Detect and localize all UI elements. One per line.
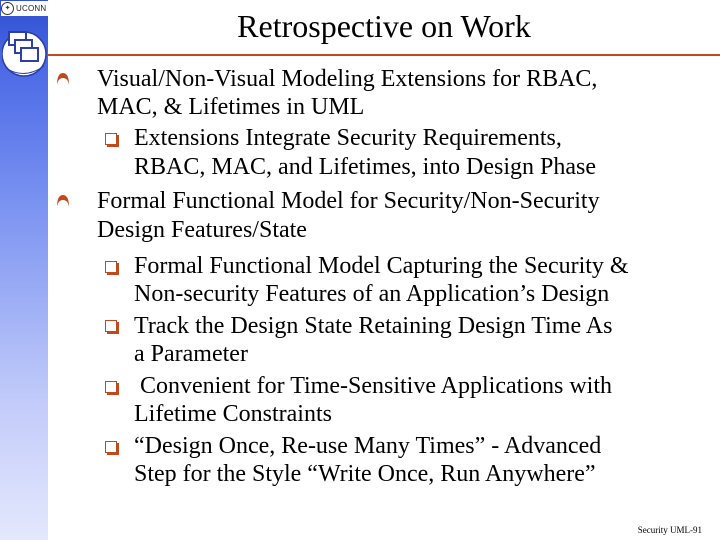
bullet-1-sub-1-line-1: Extensions Integrate Security Requirements, xyxy=(134,125,562,151)
bullet-2-sub-4-line-1: “Design Once, Re-use Many Times” - Advanced xyxy=(134,433,602,459)
bullet-2-sub-3-line-2: Lifetime Constraints xyxy=(134,401,332,427)
sidebar-gradient xyxy=(0,0,48,540)
sub-bullet-marker-icon xyxy=(105,381,117,393)
bullet-marker-icon xyxy=(56,194,70,208)
slide-footer: Security UML-91 xyxy=(637,525,702,535)
bullet-2-sub-2-line-2: a Parameter xyxy=(134,341,248,367)
bullet-1-line-1: Visual/Non-Visual Modeling Extensions for RBAC, xyxy=(97,66,598,92)
bullet-2-line-1: Formal Functional Model for Security/Non-Security xyxy=(97,188,600,214)
bullet-2-sub-1-line-2: Non-security Features of an Application’s Design xyxy=(134,281,610,307)
bullet-2-sub-4-line-2: Step for the Style “Write Once, Run Anywhere” xyxy=(134,461,596,487)
bullet-2-line-2: Design Features/State xyxy=(97,217,307,243)
logo-wordmark: UCONN xyxy=(16,4,47,13)
bullet-1-line-2: MAC, & Lifetimes in UML xyxy=(97,94,365,120)
sub-bullet-marker-icon xyxy=(105,261,117,273)
bullet-2-sub-2-line-1: Track the Design State Retaining Design Time As xyxy=(134,313,613,339)
sub-bullet-marker-icon xyxy=(105,133,117,145)
sub-bullet-marker-icon xyxy=(105,441,117,453)
bullet-2-sub-1-line-1: Formal Functional Model Capturing the Security & xyxy=(134,253,629,279)
bullet-1-sub-1-line-2: RBAC, MAC, and Lifetimes, into Design Phase xyxy=(134,154,596,180)
title-rule xyxy=(48,54,720,56)
slide-title: Retrospective on Work xyxy=(237,8,531,44)
bullet-2-sub-3-line-1: Convenient for Time-Sensitive Applications with xyxy=(134,373,612,399)
university-seal-icon: ✦ xyxy=(1,2,14,15)
bullet-marker-icon xyxy=(56,72,70,86)
uconn-logo xyxy=(1,1,53,16)
department-emblem-icon xyxy=(2,18,50,80)
sub-bullet-marker-icon xyxy=(105,320,117,332)
